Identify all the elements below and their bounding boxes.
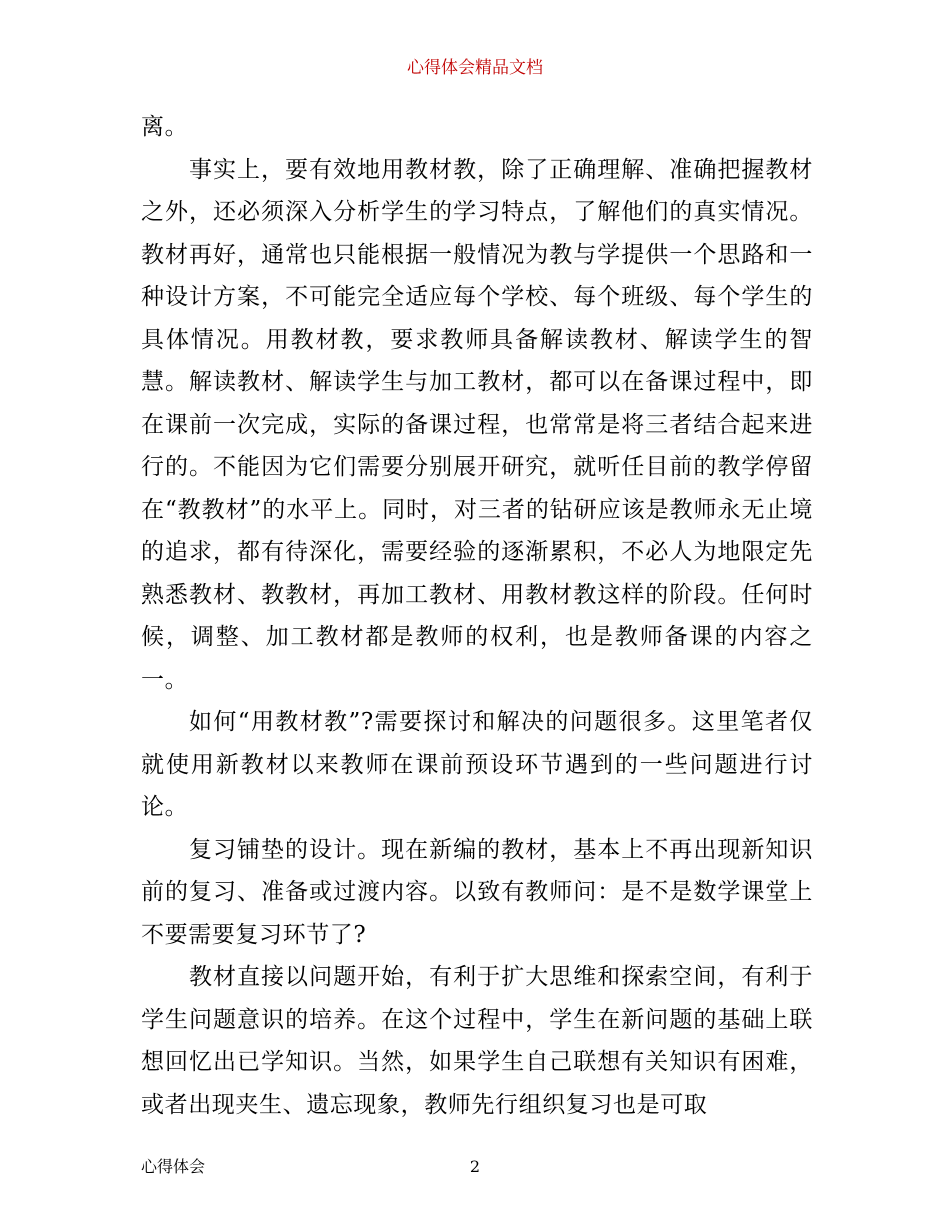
footer-label: 心得体会 xyxy=(141,1157,206,1176)
page-header-title: 心得体会精品文档 xyxy=(407,58,543,78)
paragraph: 复习铺垫的设计。现在新编的教材，基本上不再出现新知识前的复习、准备或过渡内容。以致有教师问：是不是数学课堂上不要需要复习环节了? xyxy=(141,836,813,948)
paragraph: 教材直接以问题开始，有利于扩大思维和探索空间，有利于学生问题意识的培养。在这个过程中，学生在新问题的基础上联想回忆出已学知识。当然，如果学生自己联想有关知识有困难，或者出现夹生、遗忘现象，教师先行组织复习也是可取 xyxy=(141,964,813,1118)
paragraph: 如何“用教材教”?需要探讨和解决的问题很多。这里笔者仅就使用新教材以来教师在课前预设环节遇到的一些问题进行讨论。 xyxy=(141,709,813,820)
paragraph: 事实上，要有效地用教材教，除了正确理解、准确把握教材之外，还必须深入分析学生的学习特点，了解他们的真实情况。教材再好，通常也只能根据一般情况为教与学提供一个思路和一种设计方案，不可能完全适应每个学校、每个班级、每个学生的具体情况。用教材教，要求教师具备解读教材、解读学生的智慧。解读教材、解读学生与加工教材，都可以在备课过程中，即在课前一次完成，实际的备课过程，也常常是将三者结合起来进行的。不能因为它们需要分别展开研究，就听任目前的教学停留在“教教材”的水平上。同时，对三者的钻研应该是教师永无止境的追求，都有待深化，需要经验的逐渐累积，不必人为地限定先熟悉教材、教教材，再加工教材、用教材教这样的阶段。任何时候，调整、加工教材都是教师的权利，也是教师备课的内容之一。 xyxy=(141,156,813,693)
document-body xyxy=(141,106,813,1126)
page-number: 2 xyxy=(469,1157,481,1176)
paragraph-continuation: 离。 xyxy=(141,114,189,140)
